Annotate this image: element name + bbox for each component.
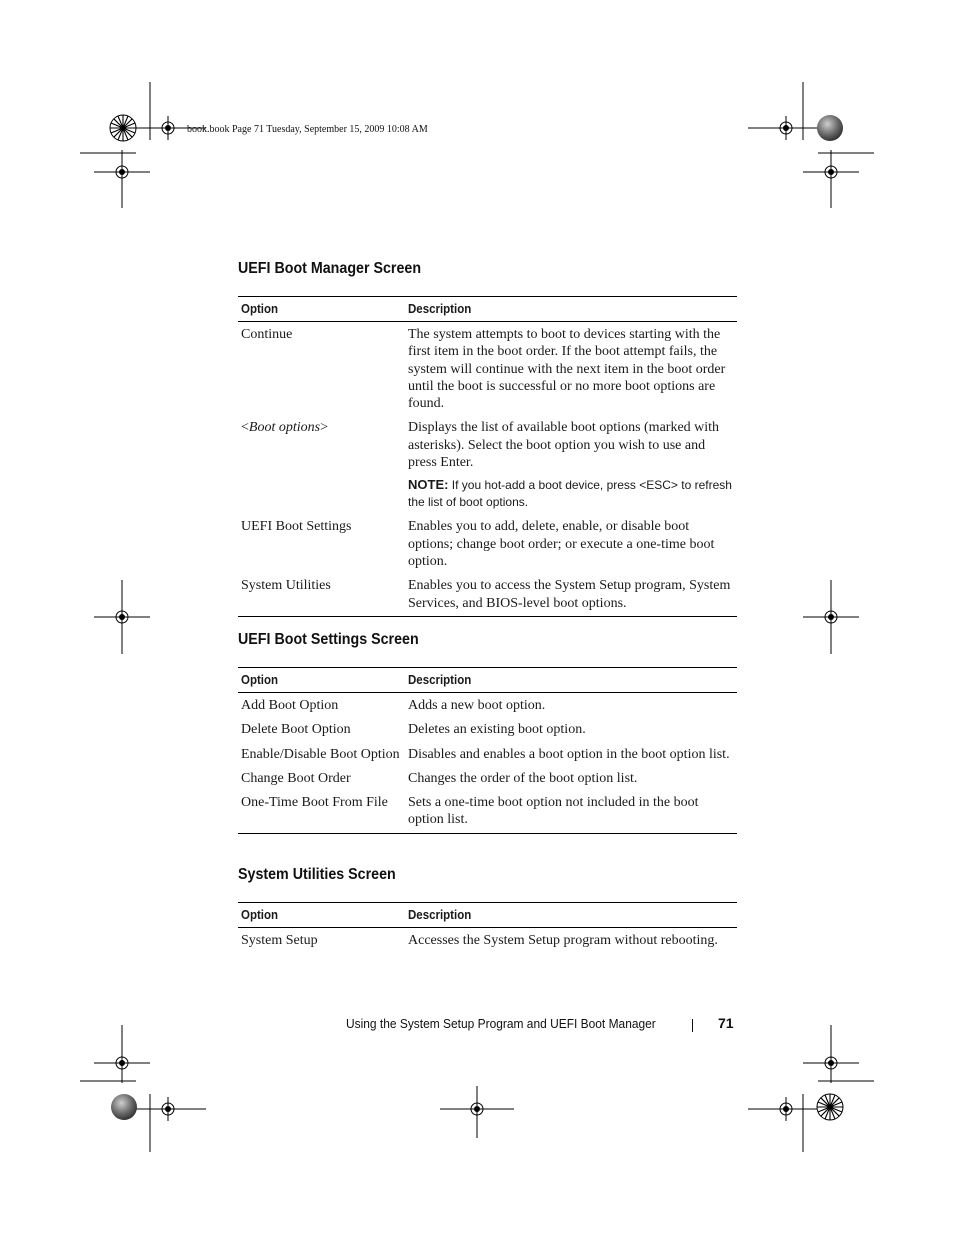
table-row — [238, 416, 737, 515]
column-header-option: Option — [238, 668, 405, 693]
description-cell: Disables and enables a boot option in the boot option list. — [408, 746, 730, 762]
note-text: If you hot-add a boot device, press <ESC> to refresh the list of boot options. — [408, 478, 732, 510]
description-cell: The system attempts to boot to devices starting with the first item in the boot order. If the boot attempt fails, the system will continue with the next item in the boot order until the boot is successful or no more boot options are found. — [408, 327, 726, 412]
table-row — [238, 791, 737, 833]
table-row — [238, 718, 737, 742]
print-info-header: book.book Page 71 Tuesday, September 15, 2009 10:08 AM — [187, 124, 428, 135]
option-cell: Continue — [241, 327, 293, 342]
option-cell: <Boot options> — [241, 420, 328, 436]
note-label: NOTE: — [408, 477, 449, 493]
option-cell: Enable/Disable Boot Option — [241, 746, 400, 762]
option-cell: System Utilities — [238, 574, 405, 616]
description-cell: Adds a new boot option. — [408, 698, 546, 713]
table-row — [238, 322, 737, 417]
section-title-uefi-boot-manager: UEFI Boot Manager Screen — [238, 260, 422, 277]
option-cell: System Setup — [241, 933, 318, 948]
page-number: 71 — [718, 1015, 734, 1031]
system-utilities-table — [238, 902, 737, 953]
description-cell: Sets a one-time boot option not included in the boot option list. — [405, 791, 737, 833]
column-header-description: Description — [405, 297, 737, 322]
option-cell: Change Boot Order — [241, 770, 351, 786]
table-row — [238, 743, 737, 767]
option-cell: Delete Boot Option — [241, 722, 351, 738]
note-block — [408, 476, 734, 511]
column-header-description: Description — [405, 903, 737, 928]
option-cell: Add Boot Option — [241, 698, 339, 713]
description-cell: Changes the order of the boot option list. — [408, 770, 638, 786]
footer-divider — [692, 1019, 693, 1032]
column-header-description: Description — [405, 668, 737, 693]
table-row — [238, 928, 737, 954]
option-cell: One-Time Boot From File — [238, 791, 405, 833]
column-header-option: Option — [238, 903, 405, 928]
uefi-boot-settings-table — [238, 667, 737, 834]
uefi-boot-manager-table — [238, 296, 737, 617]
option-cell: UEFI Boot Settings — [241, 519, 352, 535]
section-title-uefi-boot-settings: UEFI Boot Settings Screen — [238, 631, 419, 648]
description-cell: Enables you to access the System Setup program, System Services, and BIOS-level boot options. — [405, 574, 737, 616]
column-header-option: Option — [238, 297, 405, 322]
table-row — [238, 767, 737, 791]
table-row — [238, 515, 737, 574]
section-title-system-utilities: System Utilities Screen — [238, 866, 396, 883]
description-cell: Accesses the System Setup program without rebooting. — [408, 933, 718, 948]
footer-chapter-title: Using the System Setup Program and UEFI Boot Manager — [346, 1016, 656, 1031]
table-row — [238, 693, 737, 719]
description-cell: Displays the list of available boot options (marked with asterisks). Select the boot option you wish to use and press Enter. NOTE: If you hot-add a boot device, press <ESC> to refresh the list of boot options. — [405, 416, 737, 515]
table-row — [238, 574, 737, 616]
description-cell: Deletes an existing boot option. — [408, 722, 586, 738]
description-cell: Enables you to add, delete, enable, or disable boot options; change boot order; or execute a one-time boot option. — [408, 519, 715, 569]
